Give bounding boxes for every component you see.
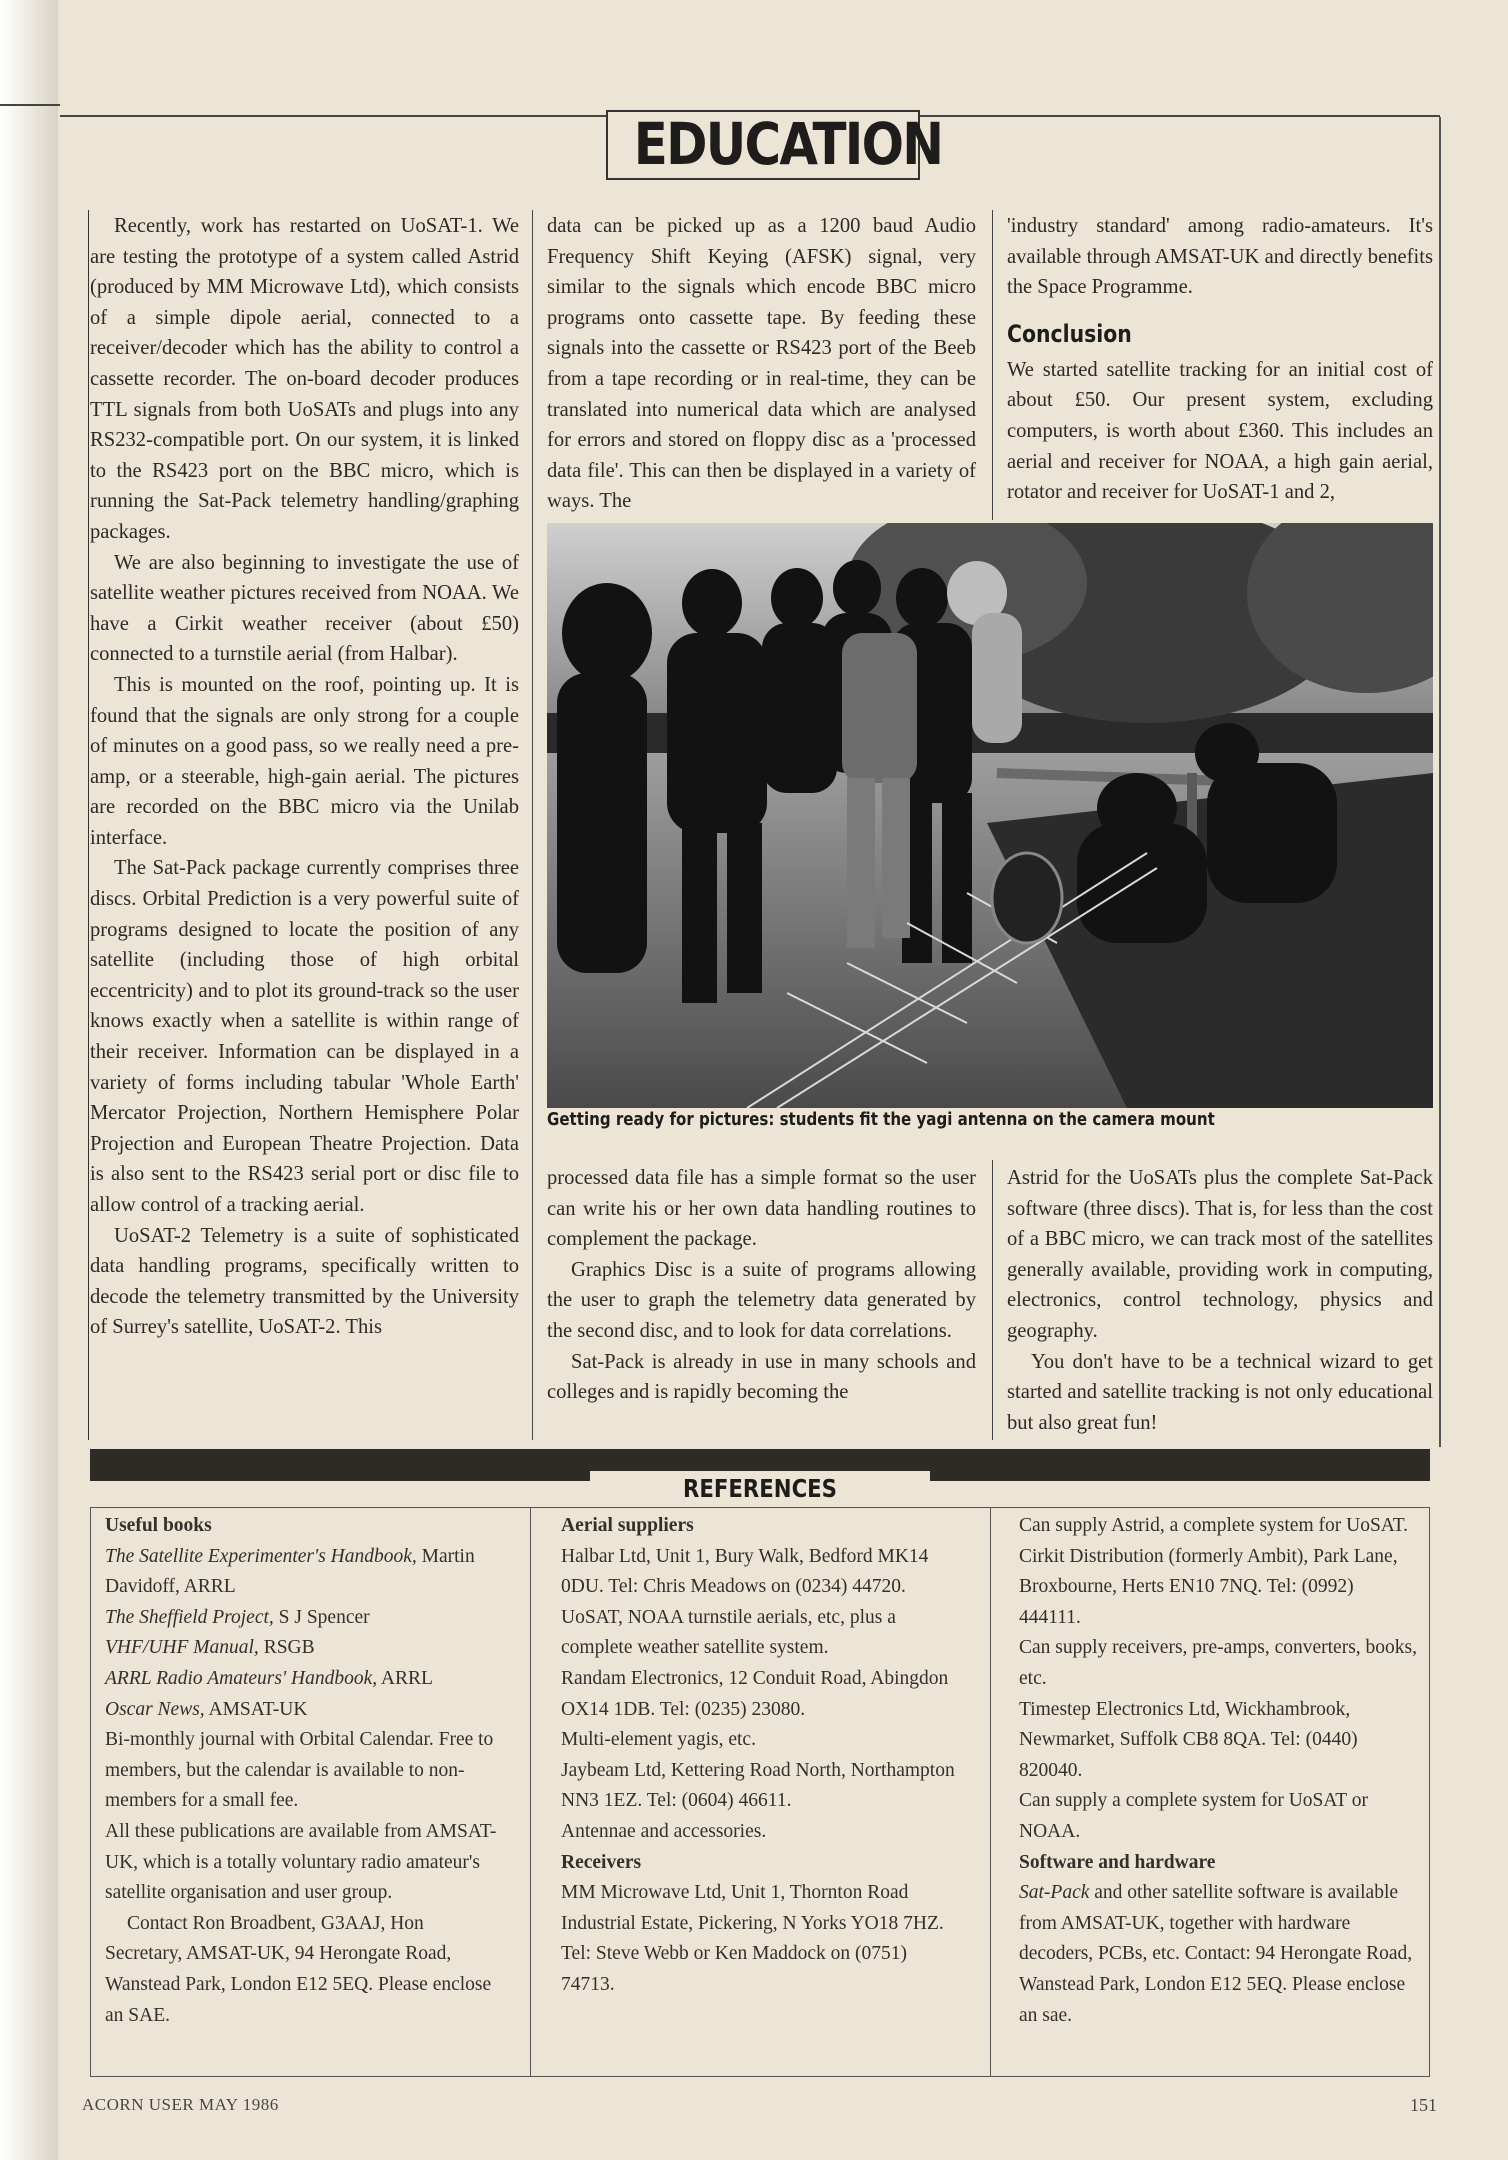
- col3-bottom-paragraph: You don't have to be a technical wizard to get started and satellite tracking is not only educational but also great fun!: [1007, 1350, 1433, 1434]
- column-1: [90, 211, 519, 1343]
- conclusion-heading: Conclusion: [1007, 319, 1132, 348]
- col3-bottom-paragraph: Astrid for the UoSATs plus the complete Sat-Pack software (three discs). That is, for less than the cost of a BBC micro, we can track most of the satellites generally available, providing work in computing, electronics, control technology, physics and geography.: [1007, 1167, 1433, 1342]
- supplier-line: Jaybeam Ltd, Kettering Road North, Northampton NN3 1EZ. Tel: (0604) 46611.: [561, 1759, 955, 1812]
- software-text: and other satellite software is available from AMSAT-UK, together with hardware decoders, PCBs, etc. Contact: 94 Herongate Road, Wanstead Park, London E12 5EQ. Please enclose an sae.: [1019, 1882, 1413, 2026]
- supplier-line: Can supply Astrid, a complete system for UoSAT.: [1019, 1515, 1409, 1536]
- supplier-line: Randam Electronics, 12 Conduit Road, Abingdon OX14 1DB. Tel: (0235) 23080.: [561, 1667, 949, 1720]
- sat-pack-name: Sat-Pack: [1019, 1882, 1090, 1904]
- column-rule: [992, 1160, 993, 1440]
- col2-bottom-paragraph: Sat-Pack is already in use in many schools and colleges and is rapidly becoming the: [547, 1350, 976, 1404]
- page-title: EDUCATION: [633, 110, 943, 178]
- col1-paragraph: We are also beginning to investigate the use of satellite weather pictures received from NOAA. We have a Cirkit weather receiver (about £50) connected to a turnstile aerial (from Halbar).: [90, 551, 519, 666]
- frame-right-rule: [1439, 117, 1441, 1447]
- references-title: REFERENCES: [590, 1471, 930, 1507]
- book-title: VHF/UHF Manual,: [105, 1637, 259, 1659]
- supplier-line: UoSAT, NOAA turnstile aerials, etc, plus a complete weather satellite system.: [561, 1606, 896, 1659]
- col2-top-paragraph: data can be picked up as a 1200 baud Audio Frequency Shift Keying (AFSK) signal, very similar to the signals which encode BBC micro programs onto cassette tape. By feeding these signals into the cassette or RS423 port of the Beeb from a tape recording or in real-time, they can be translated into numerical data which are analysed for errors and stored on floppy disc as a 'processed data file'. This can then be displayed in a variety of ways. The: [547, 215, 976, 513]
- photo-caption: Getting ready for pictures: students fit the yagi antenna on the camera mount: [547, 1110, 1215, 1130]
- book-title: Oscar News,: [105, 1698, 205, 1720]
- references-column-rule: [990, 1507, 991, 2077]
- col2-bottom-paragraph: processed data file has a simple format so the user can write his or her own data handling routines to complement the package.: [547, 1167, 976, 1251]
- supplier-line: Cirkit Distribution (formerly Ambit), Park Lane, Broxbourne, Herts EN10 7NQ. Tel: (0992) 444111.: [1019, 1545, 1398, 1628]
- page-binding-edge: [0, 0, 58, 2160]
- column-3-top: [1007, 211, 1433, 508]
- photo-illustration: [547, 523, 1433, 1108]
- edge-rule: [0, 104, 60, 106]
- book-entry: [105, 1664, 500, 1695]
- col3-conclusion-paragraph: We started satellite tracking for an initial cost of about £50. Our present system, excluding computers, is worth about £360. This includes an aerial and receiver for NOAA, a high gain aerial, rotator and receiver for UoSAT-1 and 2,: [1007, 358, 1433, 504]
- book-entry: [105, 1603, 500, 1634]
- book-entry: [105, 1633, 500, 1664]
- column-3-bottom: [1007, 1163, 1433, 1438]
- references-col-1: [105, 1511, 500, 2031]
- supplier-line: Timestep Electronics Ltd, Wickhambrook, Newmarket, Suffolk CB8 8QA. Tel: (0440) 820040.: [1019, 1698, 1358, 1781]
- software-hardware-heading: Software and hardware: [1019, 1851, 1216, 1873]
- aerial-suppliers-heading: Aerial suppliers: [561, 1515, 694, 1536]
- footer-publication: ACORN USER MAY 1986: [82, 2095, 279, 2114]
- book-author: S J Spencer: [278, 1606, 370, 1628]
- book-entry: [105, 1695, 500, 1726]
- book-author: Martin Davidoff, ARRL: [105, 1545, 475, 1598]
- supplier-line: Multi-element yagis, etc.: [561, 1729, 756, 1751]
- supplier-line: Antennae and accessories.: [561, 1820, 767, 1842]
- reference-note: Contact Ron Broadbent, G3AAJ, Hon Secretary, AMSAT-UK, 94 Herongate Road, Wanstead Park, London E12 5EQ. Please enclose an SAE.: [105, 1912, 492, 2026]
- col1-paragraph: This is mounted on the roof, pointing up. It is found that the signals are only strong for a couple of minutes on a good pass, so we really need a pre-amp, or a steerable, high-gain aerial. The pictures are recorded on the BBC micro via the Unilab interface.: [90, 673, 519, 849]
- col3-top-paragraph: 'industry standard' among radio-amateurs. It's available through AMSAT-UK and directly benefits the Space Programme.: [1007, 215, 1433, 299]
- page-number: 151: [1410, 2095, 1437, 2115]
- software-line: [1019, 1878, 1417, 2031]
- book-author: RSGB: [263, 1637, 315, 1659]
- book-title: The Sheffield Project,: [105, 1606, 274, 1628]
- reference-note: All these publications are available from AMSAT-UK, which is a totally voluntary radio amateur's satellite organisation and user group.: [105, 1820, 497, 1904]
- frame-left-rule: [88, 210, 89, 1440]
- useful-books-heading: Useful books: [105, 1515, 212, 1536]
- supplier-line: MM Microwave Ltd, Unit 1, Thornton Road Industrial Estate, Pickering, N Yorks YO18 7HZ. Tel: Steve Webb or Ken Maddock on (0751) 74713.: [561, 1882, 944, 1995]
- reference-note: Bi-monthly journal with Orbital Calendar. Free to members, but the calendar is available to non-members for a small fee.: [105, 1729, 494, 1812]
- book-author: AMSAT-UK: [208, 1698, 308, 1720]
- book-title: ARRL Radio Amateurs' Handbook,: [105, 1667, 378, 1689]
- references-col-3: [1019, 1511, 1417, 2031]
- col1-paragraph: UoSAT-2 Telemetry is a suite of sophisticated data handling programs, specifically written to decode the telemetry transmitted by the University of Surrey's satellite, UoSAT-2. This: [90, 1224, 519, 1339]
- col1-paragraph: Recently, work has restarted on UoSAT-1. We are testing the prototype of a system called Astrid (produced by MM Microwave Ltd), which consists of a simple dipole aerial, connected to a receiver/decoder which has the ability to control a cassette recorder. The on-board decoder produces TTL signals from both UoSATs and plugs into any RS232-compatible port. On our system, it is linked to the RS423 port on the BBC micro, which is running the Sat-Pack telemetry handling/graphing packages.: [90, 215, 519, 543]
- book-author: ARRL: [380, 1667, 433, 1689]
- column-rule: [532, 210, 533, 1440]
- column-rule: [992, 210, 993, 520]
- book-entry: [105, 1542, 500, 1603]
- receivers-heading: Receivers: [561, 1851, 642, 1873]
- references-column-rule: [530, 1507, 531, 2077]
- supplier-line: Halbar Ltd, Unit 1, Bury Walk, Bedford MK14 0DU. Tel: Chris Meadows on (0234) 44720.: [561, 1545, 929, 1598]
- students-antenna-photo: [547, 523, 1433, 1108]
- references-col-2: [561, 1511, 957, 2001]
- supplier-line: Can supply a complete system for UoSAT or NOAA.: [1019, 1790, 1368, 1842]
- column-2-top: [547, 211, 976, 517]
- book-title: The Satellite Experimenter's Handbook,: [105, 1545, 417, 1567]
- col2-bottom-paragraph: Graphics Disc is a suite of programs allowing the user to graph the telemetry data generated by the second disc, and to look for data correlations.: [547, 1258, 976, 1342]
- supplier-line: Can supply receivers, pre-amps, converters, books, etc.: [1019, 1637, 1418, 1689]
- col1-paragraph: The Sat-Pack package currently comprises three discs. Orbital Prediction is a very powerful suite of programs designed to locate the position of any satellite (including those of high orbital eccentricity) and to plot its ground-track so the user knows exactly when a satellite is within range of their receiver. Information can be displayed in a variety of forms including tabular 'Whole Earth' Mercator Projection, Northern Hemisphere Polar Projection and European Theatre Projection. Data is also sent to the RS423 serial port or disc file to allow control of a tracking aerial.: [90, 857, 519, 1216]
- column-2-bottom: [547, 1163, 976, 1408]
